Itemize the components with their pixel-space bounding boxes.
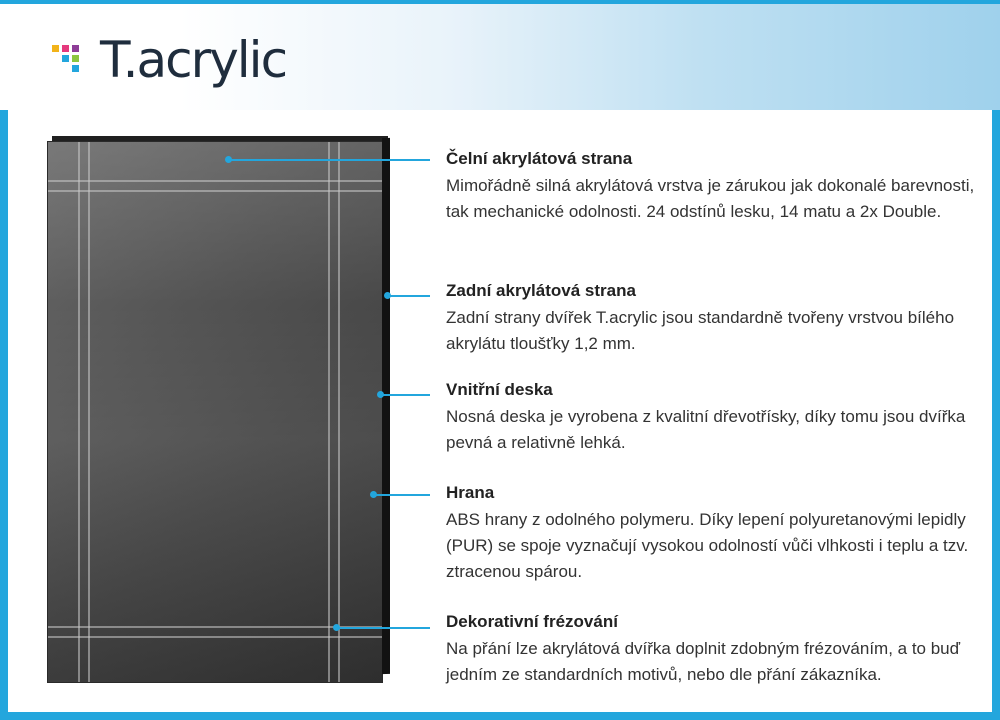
groove-line xyxy=(48,626,382,628)
feature-title: Zadní akrylátová strana xyxy=(446,281,636,300)
callout-line xyxy=(390,295,430,297)
groove-line xyxy=(48,636,382,638)
callout-line xyxy=(383,394,430,396)
feature-description: Mimořádně silná akrylátová vrstva je zárukou jak dokonalé barevnosti, tak mechanické odolnosti. 24 odstínů lesku, 14 matu a 2x Double. xyxy=(446,176,975,221)
feature-description: Zadní strany dvířek T.acrylic jsou standardně tvořeny vrstvou bílého akrylátu tloušťky 1,2 mm. xyxy=(446,308,955,353)
groove-line xyxy=(78,142,80,682)
feature-inner-board xyxy=(446,380,976,456)
callout-line xyxy=(376,494,430,496)
groove-line xyxy=(88,142,90,682)
brand-logo xyxy=(52,30,286,90)
feature-front-acrylic xyxy=(446,149,976,225)
feature-description: ABS hrany z odolného polymeru. Díky lepení polyuretanovými lepidly (PUR) se spoje vyznačují vysokou odolností vůči vlhkosti i teplu a tzv. ztracenou spárou. xyxy=(446,510,969,581)
door-edge xyxy=(382,138,390,674)
logo-mosaic-icon xyxy=(52,39,94,81)
feature-decorative-milling xyxy=(446,612,976,688)
feature-title: Vnitřní deska xyxy=(446,380,553,399)
feature-back-acrylic xyxy=(446,281,976,357)
header-bar xyxy=(0,0,1000,110)
callout-line xyxy=(230,159,430,161)
feature-title: Hrana xyxy=(446,483,495,502)
feature-edge xyxy=(446,483,976,585)
groove-line xyxy=(48,180,382,182)
groove-line xyxy=(338,142,340,682)
callout-line xyxy=(338,627,430,629)
feature-description: Nosná deska je vyrobena z kvalitní dřevotřísky, díky tomu jsou dvířka pevná a relativně lehká. xyxy=(446,407,966,452)
feature-title: Čelní akrylátová strana xyxy=(446,149,633,168)
feature-description: Na přání lze akrylátová dvířka doplnit zdobným frézováním, a to buď jedním ze standardních motivů, nebo dle přání zákazníka. xyxy=(446,639,961,684)
brand-name: T.acrylic xyxy=(100,31,287,89)
door-illustration xyxy=(48,142,382,682)
feature-title: Dekorativní frézování xyxy=(446,612,618,631)
groove-line xyxy=(48,190,382,192)
groove-line xyxy=(328,142,330,682)
